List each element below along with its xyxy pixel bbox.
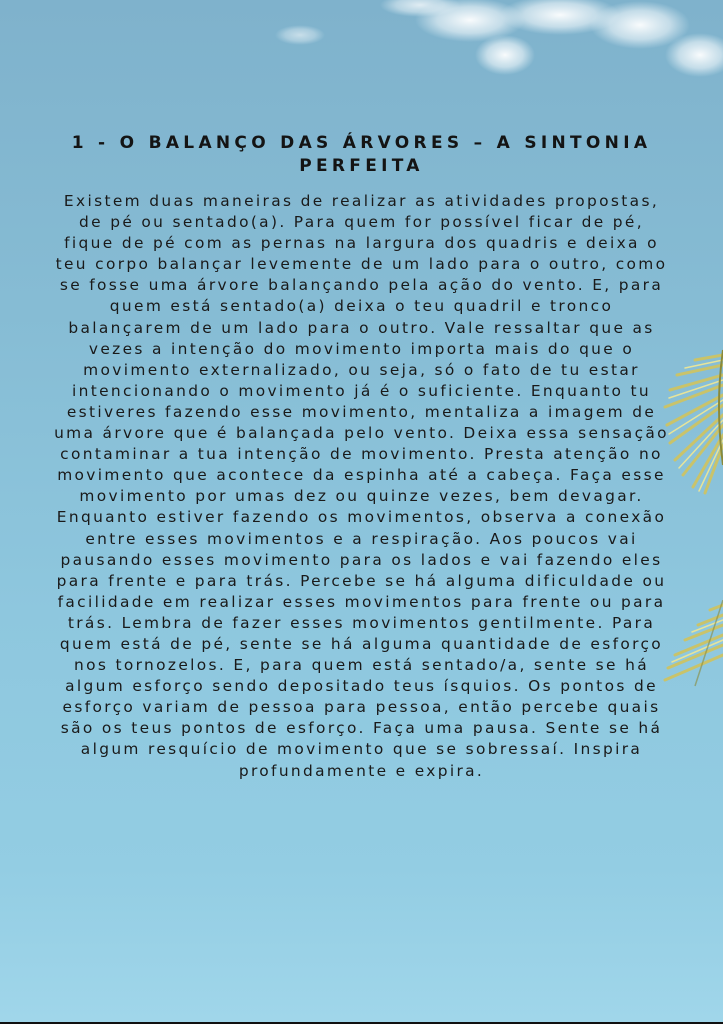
page-title: 1 - O BALANÇO DAS ÁRVORES – A SINTONIA PERFEITA	[71, 133, 652, 176]
body-paragraph: Existem duas maneiras de realizar as atividades propostas, de pé ou sentado(a). Para quem for possível ficar de pé, fique de pé com as pernas na largura dos quadris e deixa o teu corpo balançar levemente de um lado para o outro, como se fosse uma árvore balançando pela ação do vento. E, para quem está sentado(a) deixa o teu quadril e tronco balançarem de um lado para o outro. Vale ressaltar que as vezes a intenção do movimento importa mais do que o movimento externalizado, ou seja, só o fato de tu estar intencionando o movimento já é o suficiente. Enquanto tu estiveres fazendo esse movimento, mentaliza a imagem de uma árvore que é balançada pelo vento. Deixa essa sensação contaminar a tua intenção de movimento. Presta atenção no movimento que acontece da espinha até a cabeça. Faça esse movimento por umas dez ou quinze vezes, bem devagar. Enquanto estiver fazendo os movimentos, observa a conexão entre esses movimentos e a respiração. Aos poucos vai pausando esses movimento para os lados e vai fazendo eles para frente e para trás. Percebe se há alguma dificuldade ou facilidade em realizar esses movimentos para frente ou para trás. Lembra de fazer esses movimentos gentilmente. Para quem está de pé, sente se há alguma quantidade de esforço nos tornozelos. E, para quem está sentado/a, sente se há algum esforço sendo depositado teus ísquios. Os pontos de esforço variam de pessoa para pessoa, então percebe quais são os teus pontos de esforço. Faça uma pausa. Sente se há algum resquício de movimento que se sobressaí. Inspira profundamente e expira.	[54, 192, 669, 780]
palm-leaf-lower	[660, 600, 723, 690]
sky-clouds	[0, 0, 723, 140]
